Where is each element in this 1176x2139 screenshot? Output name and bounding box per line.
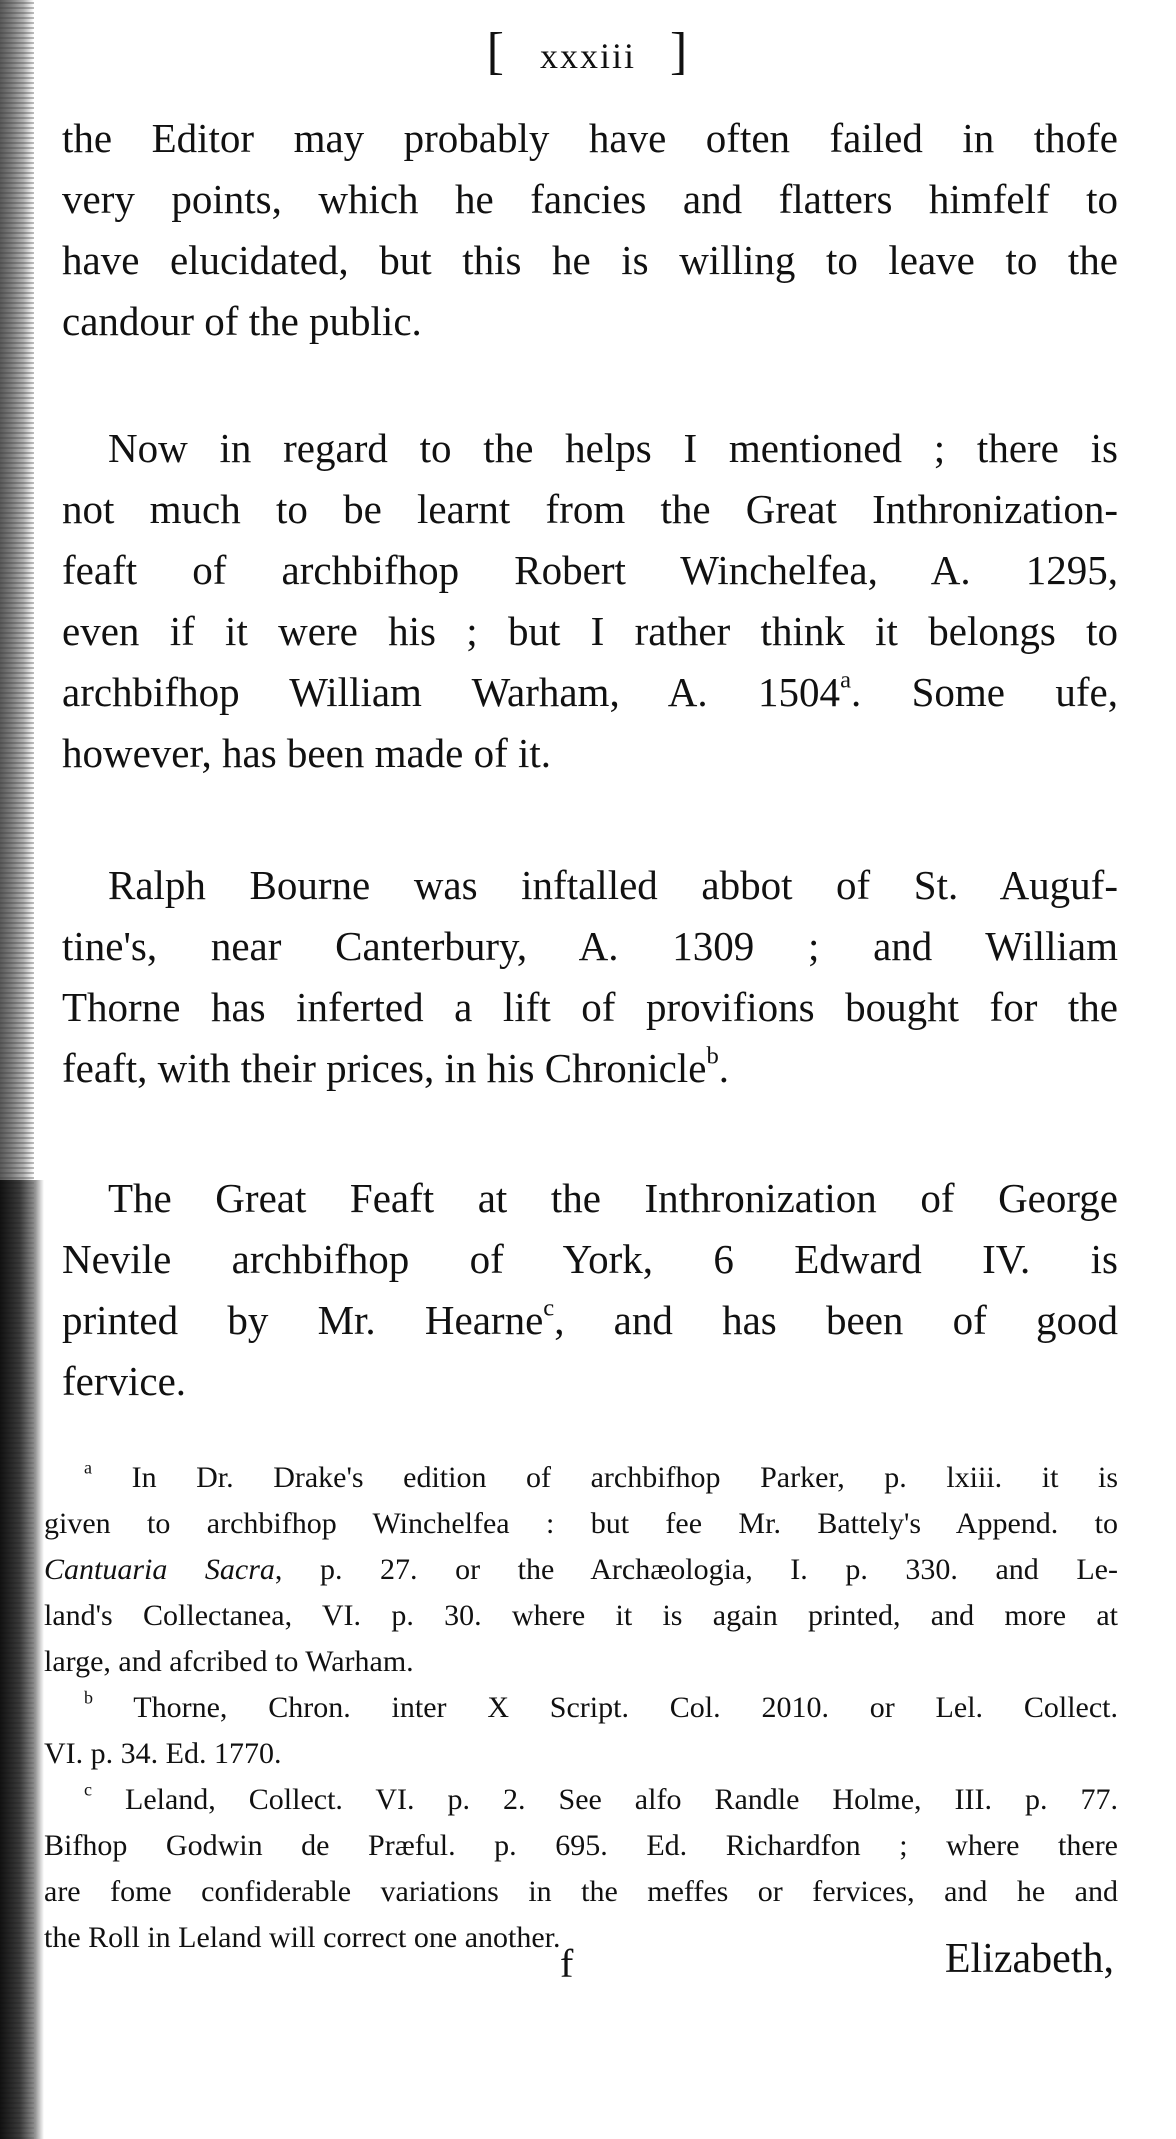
text-line: even if it were his ; but I rather think it belongs to [62, 608, 1118, 654]
text-segment: In Dr. Drake's edition of archbifhop Parker, p. lxiii. it is [131, 1461, 1119, 1494]
signature-mark: f [560, 1941, 574, 1986]
text-segment: Leland, Collect. VI. p. 2. See alfo Randle Holme, III. p. 77. [125, 1783, 1119, 1816]
paragraph-3 [62, 855, 1118, 1099]
text-line: Nevile archbifhop of York, 6 Edward IV. is [62, 1236, 1118, 1282]
text-line: The Great Feaft at the Inthronization of George [108, 1175, 1118, 1221]
text-line [62, 662, 1118, 723]
text-segment: . [718, 1045, 729, 1091]
text-segment: . Some ufe, [850, 669, 1118, 715]
footnote-b-line [44, 1685, 1118, 1731]
text-line: very points, which he fancies and flatters himfelf to [62, 176, 1118, 222]
italic-title: Cantuaria Sacra [44, 1553, 275, 1586]
footnote-b-line: VI. p. 34. Ed. 1770. [44, 1737, 282, 1770]
footnote-ref-b[interactable]: b [706, 1042, 719, 1070]
footnote-a-line: land's Collectanea, VI. p. 30. where it is again printed, and more at [44, 1599, 1118, 1632]
footnote-mark-a: a [84, 1457, 92, 1478]
text-segment: , p. 27. or the Archæologia, I. p. 330. and Le- [274, 1553, 1118, 1586]
text-line: feaft of archbifhop Robert Winchelfea, A. 1295, [62, 547, 1118, 593]
running-head [0, 22, 1176, 81]
text-line [62, 1290, 1118, 1351]
footnote-mark-b: b [84, 1687, 93, 1708]
text-line [62, 1038, 1118, 1099]
text-line: have elucidated, but this he is willing to leave to the [62, 237, 1118, 283]
text-line: Thorne has inferted a lift of provifions bought for the [62, 984, 1118, 1030]
text-line: tine's, near Canterbury, A. 1309 ; and William [62, 923, 1118, 969]
text-segment: , and has been of good [554, 1297, 1118, 1343]
paragraph-1 [62, 108, 1118, 352]
footnote-ref-c[interactable]: c [543, 1294, 555, 1322]
footnote-ref-a[interactable]: a [840, 666, 851, 694]
footnote-c-line: the Roll in Leland will correct one another. [44, 1921, 561, 1954]
text-line: Now in regard to the helps I mentioned ; there is [108, 425, 1118, 471]
text-segment: feaft, with their prices, in his Chronicle [62, 1045, 707, 1091]
text-line: Ralph Bourne was inftalled abbot of St. Auguf- [108, 862, 1118, 908]
text-line: the Editor may probably have often failed in thofe [62, 115, 1118, 161]
footnote-c-line [44, 1777, 1118, 1823]
footnote-c-line: Bifhop Godwin de Præful. p. 695. Ed. Richardfon ; where there [44, 1829, 1118, 1862]
footnote-c-line: are fome confiderable variations in the meffes or fervices, and he and [44, 1875, 1118, 1908]
binding-gutter-shadow-lower [0, 1180, 44, 2139]
catchword: Elizabeth, [944, 1936, 1114, 1982]
footnotes [44, 1455, 1118, 1961]
paragraph-2 [62, 418, 1118, 784]
text-segment: archbifhop William Warham, A. 1504 [62, 669, 841, 715]
close-bracket: ] [670, 23, 690, 80]
text-segment: Thorne, Chron. inter X Script. Col. 2010. or Lel. Collect. [133, 1691, 1118, 1724]
footnote-a-line [44, 1547, 1118, 1593]
text-line: not much to be learnt from the Great Inthronization- [62, 486, 1118, 532]
text-line: however, has been made of it. [62, 730, 552, 776]
text-line: fervice. [62, 1358, 187, 1404]
footnote-mark-c: c [84, 1779, 92, 1800]
page-number: xxxiii [539, 36, 636, 76]
paragraph-4 [62, 1168, 1118, 1412]
footnote-a-line [44, 1455, 1118, 1501]
text-segment: printed by Mr. Hearne [62, 1297, 544, 1343]
open-bracket: [ [486, 23, 506, 80]
footnote-a-line: large, and afcribed to Warham. [44, 1645, 414, 1678]
footnote-a-line: given to archbifhop Winchelfea : but fee Mr. Battely's Append. to [44, 1507, 1118, 1540]
text-line: candour of the public. [62, 298, 422, 344]
